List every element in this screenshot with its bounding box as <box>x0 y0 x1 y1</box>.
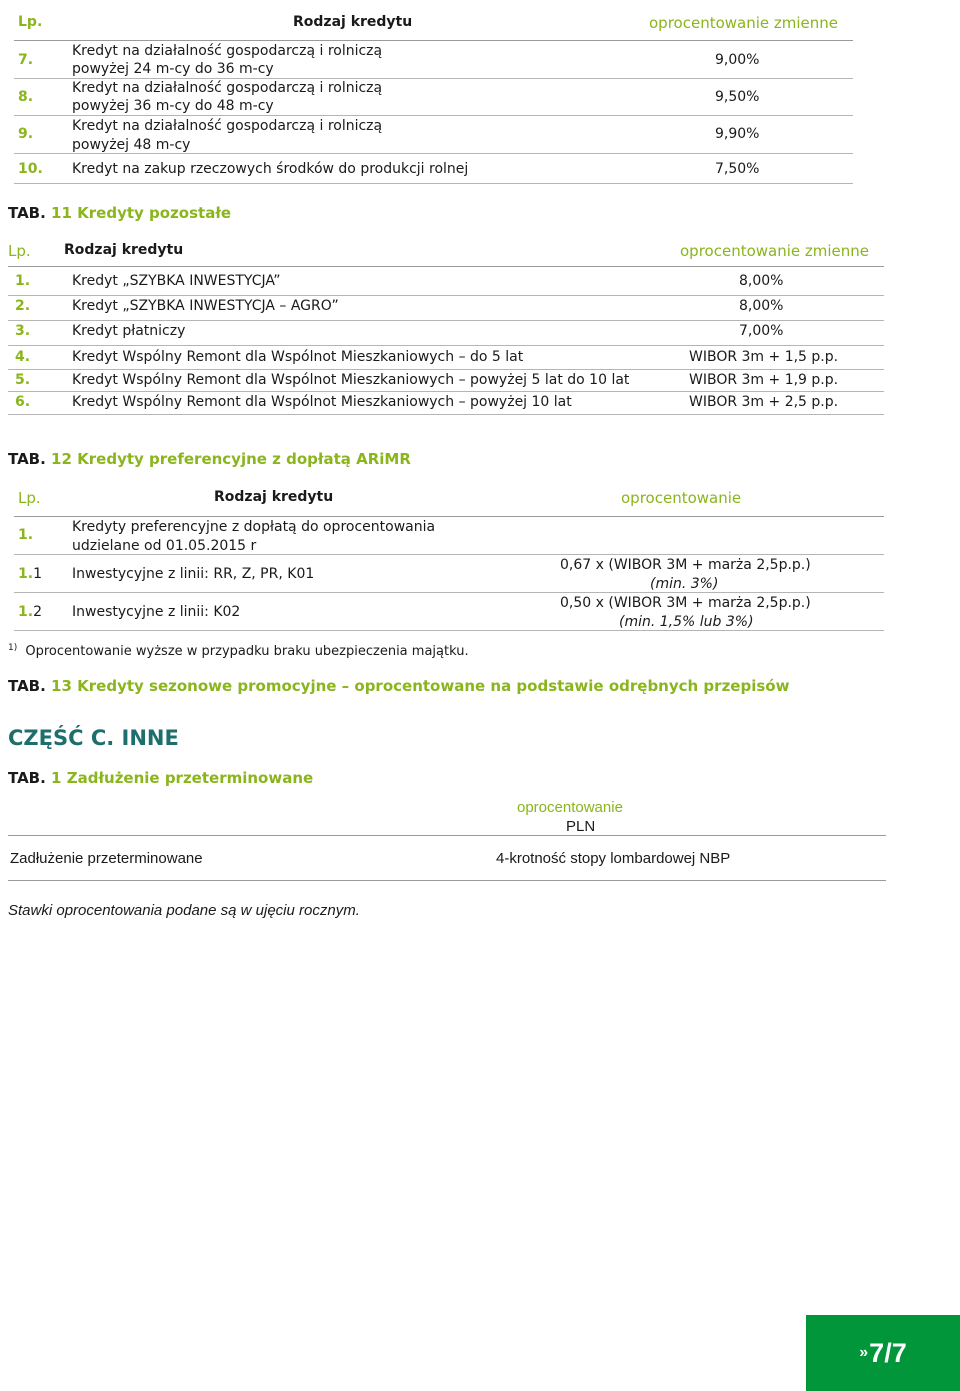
tab11-title <box>8 204 231 222</box>
row-lp: 1. <box>15 273 31 289</box>
row-label: Zadłużenie przeterminowane <box>10 850 203 867</box>
row-type-line2: powyżej 36 m-cy do 48 m-cy <box>72 98 274 114</box>
annual-rate-note: Stawki oprocentowania podane są w ujęciu rocznym. <box>8 902 360 919</box>
tab-name: Kredyty sezonowe promocyjne – oprocentowane na podstawie odrębnych przepisów <box>77 677 790 695</box>
row-name: Kredyt płatniczy <box>72 323 186 339</box>
tab-number: 12 <box>51 450 72 468</box>
tab-number: 11 <box>51 204 72 222</box>
tab1-title <box>8 769 313 787</box>
footnote-text: Oprocentowanie wyższe w przypadku braku ubezpieczenia majątku. <box>25 644 469 660</box>
row-type: Kredyt na zakup rzeczowych środków do produkcji rolnej <box>72 161 469 177</box>
header-rate: oprocentowanie zmienne <box>680 242 870 260</box>
row-lp-main: 1. <box>18 604 34 620</box>
row-rate: 9,90% <box>715 126 760 142</box>
row-rate: 8,00% <box>739 298 784 314</box>
row-rate: WIBOR 3m + 2,5 p.p. <box>689 394 839 410</box>
row-lp-sub: 2 <box>33 604 42 620</box>
row-type-line1: Kredyt na działalność gospodarczą i rolniczą <box>72 43 383 59</box>
row-name: Kredyt Wspólny Remont dla Wspólnot Mieszkaniowych – powyżej 10 lat <box>72 394 572 410</box>
chevron-right-icon: » <box>859 1344 869 1361</box>
row-name: Kredyt Wspólny Remont dla Wspólnot Mieszkaniowych – do 5 lat <box>72 349 524 365</box>
tab-name: Zadłużenie przeterminowane <box>66 769 314 787</box>
row-lp: 2. <box>15 298 31 314</box>
row-lp: 10. <box>18 161 43 177</box>
row-rate-line2: (min. 3%) <box>650 576 719 592</box>
header-type: Rodzaj kredytu <box>214 489 334 505</box>
row-name: Kredyt „SZYBKA INWESTYCJA” <box>72 273 281 289</box>
row-lp: 9. <box>18 126 34 142</box>
row-lp <box>18 604 42 620</box>
header-rate: oprocentowanie <box>621 489 742 507</box>
header-lp: Lp. <box>8 242 31 260</box>
tab-prefix: TAB. <box>8 450 46 468</box>
header-lp: Lp. <box>18 489 41 507</box>
row-rate: 9,50% <box>715 89 760 105</box>
row-lp-main: 1. <box>18 566 34 582</box>
row-rate: 7,00% <box>739 323 784 339</box>
row-lp: 4. <box>15 349 31 365</box>
row-name: Kredyt Wspólny Remont dla Wspólnot Mieszkaniowych – powyżej 5 lat do 10 lat <box>72 372 630 388</box>
row-rate-line1: 0,50 x (WIBOR 3M + marża 2,5p.p.) <box>560 595 811 611</box>
row-type-line1: Kredyt na działalność gospodarczą i rolniczą <box>72 80 383 96</box>
row-type-line2: powyżej 48 m-cy <box>72 137 191 153</box>
tab-prefix: TAB. <box>8 677 46 695</box>
row-lp: 6. <box>15 394 31 410</box>
row-name: Inwestycyjne z linii: RR, Z, PR, K01 <box>72 566 315 582</box>
row-lp: 7. <box>18 52 34 68</box>
row-lp-sub: 1 <box>33 566 42 582</box>
row-name: Inwestycyjne z linii: K02 <box>72 604 241 620</box>
row-type-line1: Kredyty preferencyjne z dopłatą do oprocentowania <box>72 519 436 535</box>
tab-name: Kredyty preferencyjne z dopłatą ARiMR <box>77 450 411 468</box>
footnote-mark: 1) <box>8 643 18 653</box>
row-rate: WIBOR 3m + 1,9 p.p. <box>689 372 839 388</box>
row-value: 4-krotność stopy lombardowej NBP <box>496 850 731 867</box>
row-lp: 5. <box>15 372 31 388</box>
page-number: 7/7 <box>869 1337 907 1368</box>
tab-name: Kredyty pozostałe <box>77 204 232 222</box>
tab-prefix: TAB. <box>8 204 46 222</box>
row-rate-line1: 0,67 x (WIBOR 3M + marża 2,5p.p.) <box>560 557 811 573</box>
section-heading: CZĘŚĆ C. INNE <box>8 726 179 750</box>
header-type: Rodzaj kredytu <box>64 242 184 258</box>
tab-number: 13 <box>51 677 72 695</box>
row-rate: WIBOR 3m + 1,5 p.p. <box>689 349 839 365</box>
row-lp <box>18 566 42 582</box>
row-type-line2: udzielane od 01.05.2015 r <box>72 538 257 554</box>
row-rate: 8,00% <box>739 273 784 289</box>
header-type: Rodzaj kredytu <box>293 14 413 30</box>
tab-number: 1 <box>51 769 62 787</box>
row-rate: 9,00% <box>715 52 760 68</box>
row-type-line1: Kredyt na działalność gospodarczą i rolniczą <box>72 118 383 134</box>
header-rate: oprocentowanie <box>517 799 623 816</box>
row-lp: 3. <box>15 323 31 339</box>
row-name: Kredyt „SZYBKA INWESTYCJA – AGRO” <box>72 298 339 314</box>
tab13-title <box>8 677 789 695</box>
header-rate: oprocentowanie zmienne <box>649 14 839 32</box>
header-lp: Lp. <box>18 14 43 30</box>
page-number-badge <box>806 1315 960 1391</box>
footnote <box>8 643 469 659</box>
tab12-title <box>8 450 411 468</box>
tab-prefix: TAB. <box>8 769 46 787</box>
row-rate: 7,50% <box>715 161 760 177</box>
row-lp: 1. <box>18 527 34 543</box>
row-type-line2: powyżej 24 m-cy do 36 m-cy <box>72 61 274 77</box>
row-lp: 8. <box>18 89 34 105</box>
row-rate-line2: (min. 1,5% lub 3%) <box>619 614 754 630</box>
header-currency: PLN <box>566 818 596 835</box>
